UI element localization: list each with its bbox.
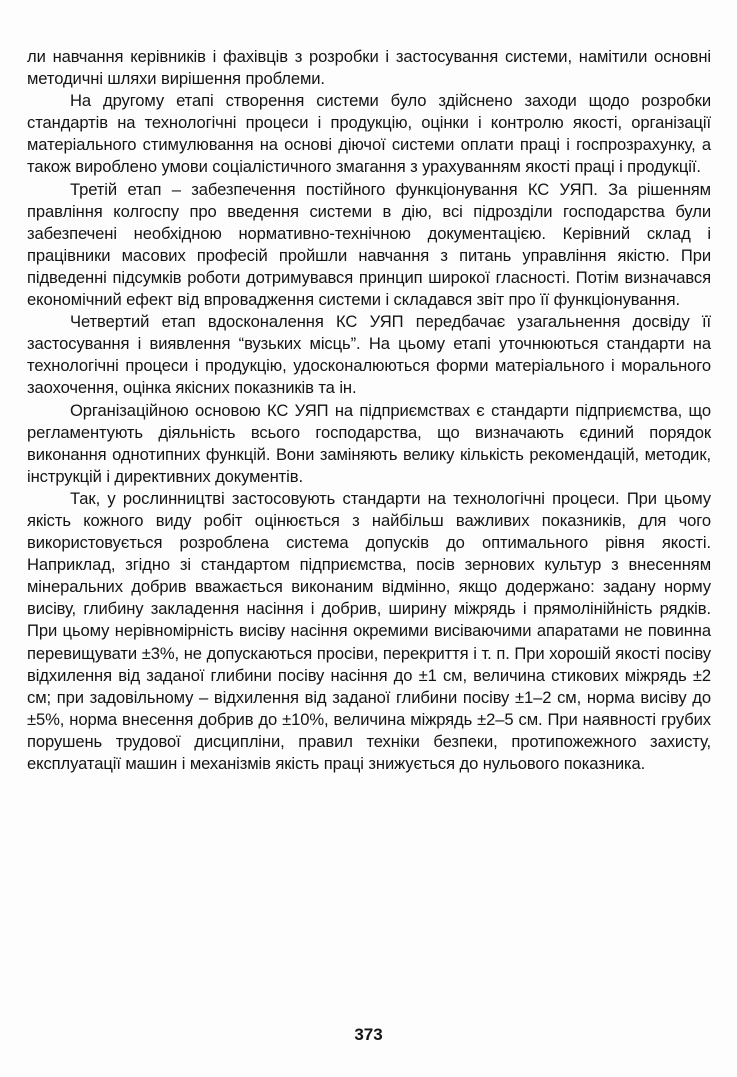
paragraph-fourth-stage: Четвертий етап вдосконалення КС УЯП передбачає узагальнення досвіду її застосування і виявлення “вузьких місць”. На цьому етапі уточнюються стандарти на технологічні процеси і продукцію, удосконалюються форми матеріального і морального заохочення, оцінка якісних показників та ін. <box>27 312 711 398</box>
page-number: 373 <box>354 1025 383 1044</box>
paragraph-crop-standards: Так, у рослинництві застосовують стандарти на технологічні процеси. При цьому якість кожного виду робіт оцінюється з найбільш важливих показників, для чого використовується розроблена система допусків до оптимального рівня якості. Наприклад, згідно зі стандартом підприємства, посів зернових культур з внесенням мінеральних добрив вважається виконаним відмінно, якщо додержано: задану норму висіву, глибину закладення насіння і добрив, ширину міжрядь і прямолінійність рядків. При цьому нерівномірність висіву насіння окремими висіваючими апаратами не повинна перевищувати ±3%, не допускаються просіви, перекриття і т. п. При хорошій якості посіву відхилення від заданої глибини посіву насіння до ±1 см, величина стикових міжрядь ±2 см; при задовільному – відхилення від заданої глибини посіву ±1–2 см, норма висіву до ±5%, норма внесення добрив до ±10%, величина міжрядь ±2–5 см. При наявності грубих порушень трудової дисципліни, правил техніки безпеки, протипожежного захисту, експлуатації машин і механізмів якість праці знижується до нульового показника. <box>27 488 711 773</box>
paragraph-organizational-basis: Організаційною основою КС УЯП на підприємствах є стандарти підприємства, що регламентують діяльність всього господарства, що визначають єдиний порядок виконання однотипних функцій. Вони заміняють велику кількість рекомендацій, методик, інструкцій і директивних документів. <box>27 400 711 486</box>
body-text <box>27 46 711 775</box>
paragraph-third-stage: Третій етап – забезпечення постійного функціонування КС УЯП. За рішенням правління колгоспу про введення системи в дію, всі підрозділи господарства були забезпечені необхідною нормативно-технічною документацією. Керівний склад і працівники масових професій пройшли навчання з питань управління якістю. При підведенні підсумків роботи дотримувався принцип широкої гласності. Потім визначався економічний ефект від впровадження системи і складався звіт про її функціонування. <box>27 179 711 310</box>
paragraph-continuation: ли навчання керівників і фахівців з розробки і застосування системи, намітили основні методичні шляхи вирішення проблеми. <box>27 47 711 89</box>
paragraph-second-stage: На другому етапі створення системи було здійснено заходи щодо розробки стандартів на технологічні процеси і продукцію, оцінки і контролю якості, організації матеріального стимулювання на основі діючої системи оплати праці і госпрозрахунку, а також вироблено умови соціалістичного змагання з урахуванням якості праці і продукції. <box>27 91 711 177</box>
